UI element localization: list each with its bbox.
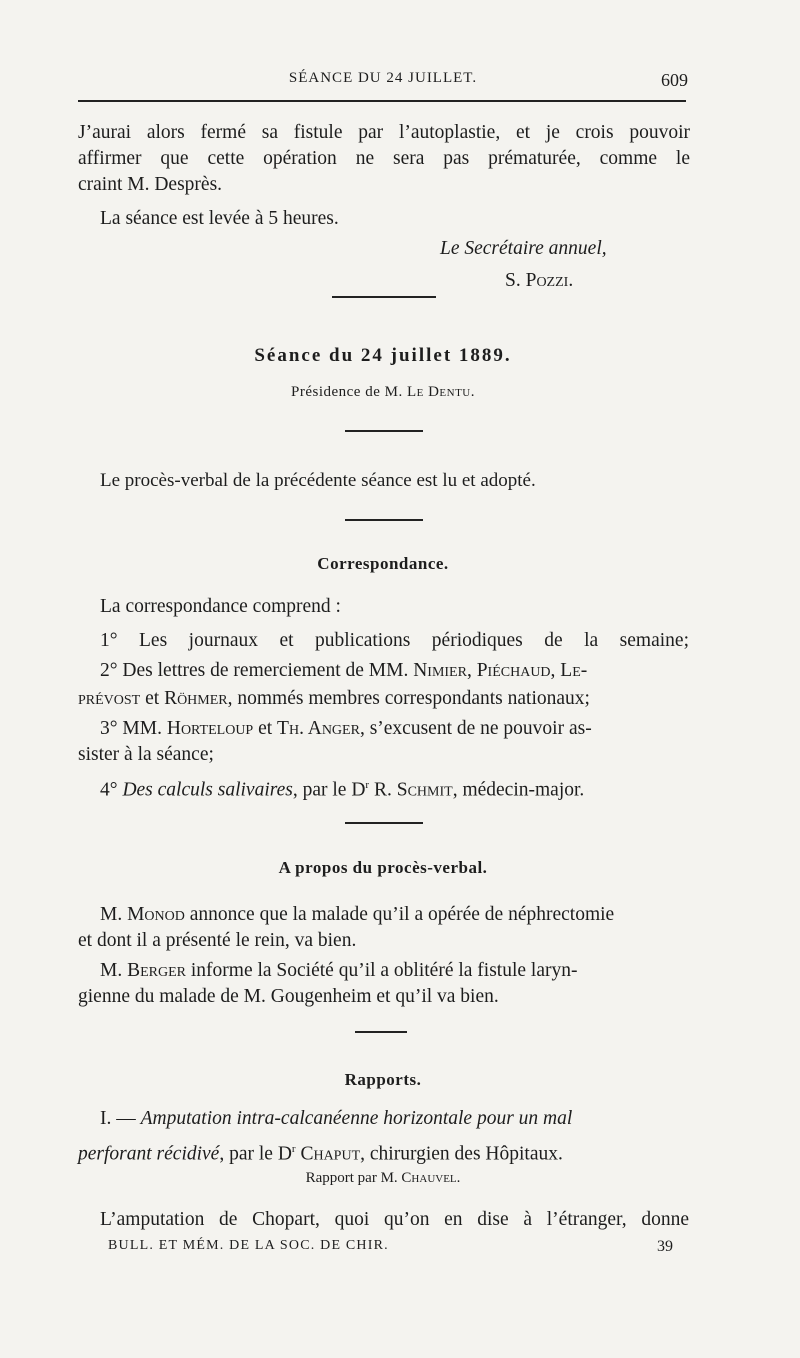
correspondance-heading: Correspondance. xyxy=(317,554,449,573)
correspondance-item-1: 1° Les journaux et publications périodiques de la semaine; xyxy=(100,630,689,651)
page-number: 609 xyxy=(661,70,688,90)
running-title: SÉANCE DU 24 JUILLET. xyxy=(288,70,478,86)
intro-line-2: affirmer que cette opération ne sera pas prématurée, comme le xyxy=(78,148,690,169)
rapports-heading: Rapports. xyxy=(344,1070,422,1089)
section-divider xyxy=(345,430,423,432)
rapport-last-line: L’amputation de Chopart, quoi qu’on en dise à l’étranger, donne xyxy=(100,1209,689,1230)
proces-verbal-p1-cont: et dont il a présenté le rein, va bien. xyxy=(78,930,357,951)
section-divider xyxy=(345,519,423,521)
rapport-1-title: I. — Amputation intra-calcanéenne horizontale pour un mal xyxy=(100,1108,573,1129)
header-rule xyxy=(78,100,686,102)
session-title: Séance du 24 juillet 1889. xyxy=(254,345,512,366)
rapport-1-title-cont: perforant récidivé, par le $D^r$ Chaput, chirurgien des Hôpitaux. xyxy=(78,1143,563,1165)
signature-name: S. Pozzi. xyxy=(505,270,574,291)
correspondance-item-3: 3° MM. Horteloup et Th. Anger, s’excusent de ne pouvoir as- xyxy=(100,718,592,739)
rapport-author: Rapport par M. Chauvel. xyxy=(305,1170,461,1186)
section-divider xyxy=(355,1031,407,1033)
footer-signature-number: 39 xyxy=(657,1238,673,1255)
section-divider xyxy=(332,296,436,298)
minutes-line: Le procès-verbal de la précédente séance est lu et adopté. xyxy=(100,470,536,491)
intro-line-1: J’aurai alors fermé sa fistule par l’autoplastie, et je crois pouvoir xyxy=(78,122,690,143)
proces-verbal-p2: M. Berger informe la Société qu’il a oblitéré la fistule laryn- xyxy=(100,960,578,981)
correspondance-intro: La correspondance comprend : xyxy=(100,596,341,617)
intro-line-3: craint M. Desprès. xyxy=(78,174,223,195)
section-divider xyxy=(345,822,423,824)
correspondance-item-3-cont: sister à la séance; xyxy=(78,744,214,765)
correspondance-item-2: 2° Des lettres de remerciement de MM. Nimier, Piéchaud, Le- xyxy=(100,660,588,681)
proces-verbal-heading: A propos du procès-verbal. xyxy=(278,858,488,877)
proces-verbal-p1: M. Monod annonce que la malade qu’il a opérée de néphrectomie xyxy=(100,904,615,925)
presidency-prefix: Présidence de M. xyxy=(290,384,403,400)
presidency-name: Le Dentu. xyxy=(406,384,475,400)
correspondance-item-4: 4° Des calculs salivaires, par le $D^r$ R. Schmit, médecin-major. xyxy=(100,779,585,801)
names: Nimier, Piéchaud, Le- xyxy=(413,660,588,681)
signature-role: Le Secrétaire annuel, xyxy=(440,238,607,259)
proces-verbal-p2-cont: gienne du malade de M. Gougenheim et qu’il va bien. xyxy=(78,986,499,1007)
footer-journal: BULL. ET MÉM. DE LA SOC. DE CHIR. xyxy=(108,1238,389,1253)
session-presidency xyxy=(78,384,688,401)
closing-line: La séance est levée à 5 heures. xyxy=(100,208,339,229)
running-header xyxy=(78,70,688,94)
correspondance-item-2-cont: prévost et Röhmer, nommés membres correspondants nationaux; xyxy=(78,688,590,709)
